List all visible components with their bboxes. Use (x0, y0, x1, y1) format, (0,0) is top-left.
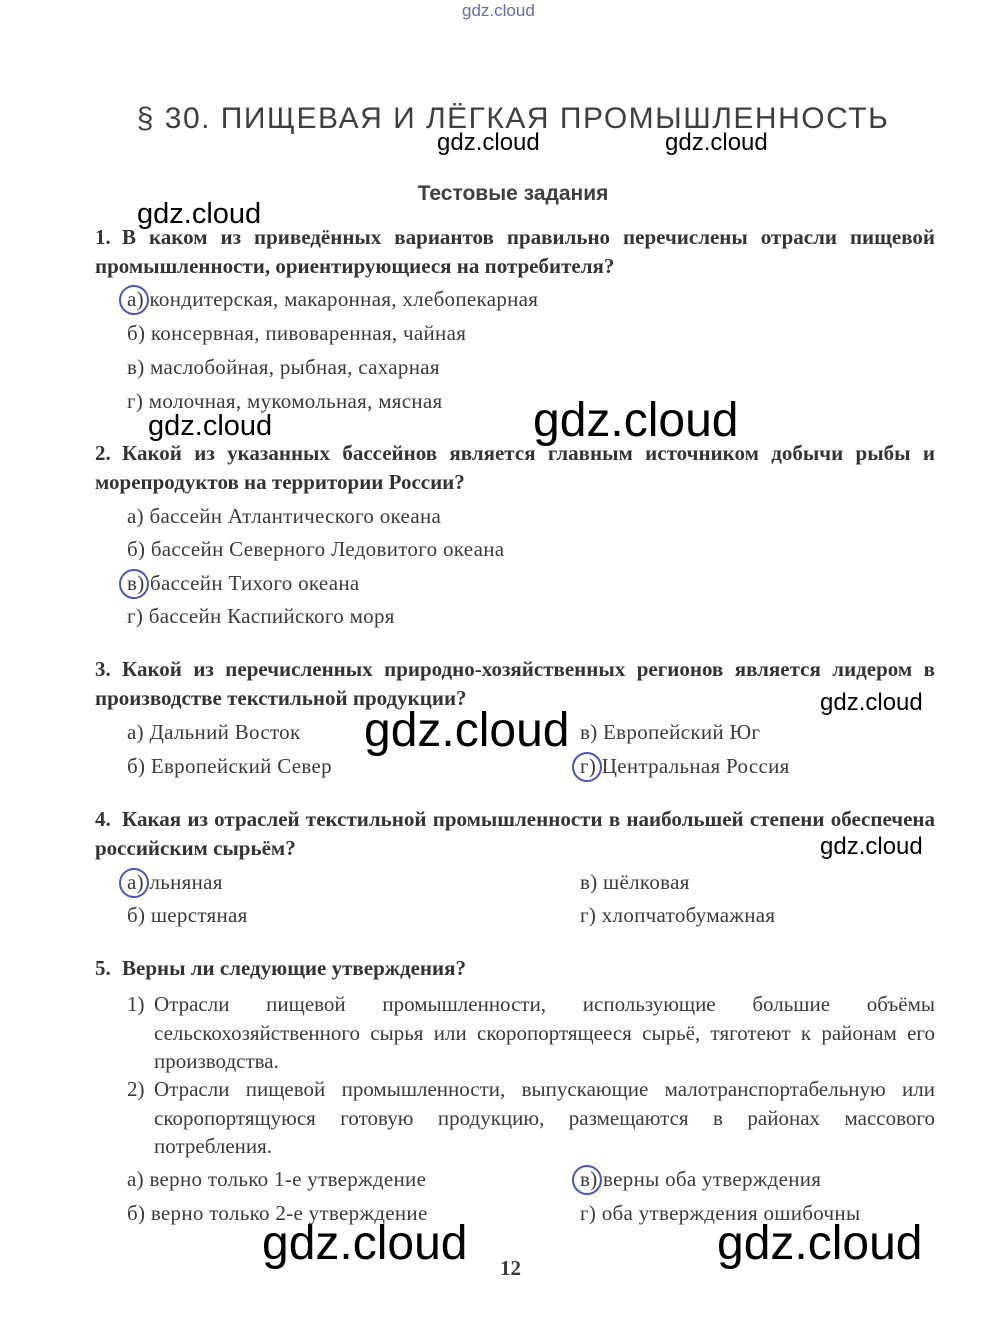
answer-option: а) кондитерская, макаронная, хлебопекарная (127, 287, 539, 311)
page-title: § 30. ПИЩЕВАЯ И ЛЁГКАЯ ПРОМЫШЛЕННОСТЬ (136, 102, 890, 135)
watermark: gdz.cloud (717, 1217, 923, 1270)
answer-option: в) бассейн Тихого океана (127, 571, 360, 595)
answer-option: а) бассейн Атлантического океана (127, 504, 442, 528)
statement-number: 2) (127, 1077, 145, 1101)
watermark: gdz.cloud (148, 410, 273, 442)
statement-number: 1) (127, 992, 145, 1016)
question-5 (95, 954, 935, 983)
answer-option: в) верны оба утверждения (580, 1167, 822, 1191)
answer-circle-mark (572, 1165, 602, 1195)
answer-option: г) молочная, мукомольная, мясная (127, 389, 443, 413)
statement-2 (127, 1075, 935, 1161)
answer-circle-mark (572, 752, 602, 782)
watermark: gdz.cloud (820, 833, 923, 860)
answer-option: г) хлопчатобумажная (580, 903, 776, 927)
answer-option: б) шерстяная (127, 903, 248, 927)
watermark: gdz.cloud (820, 689, 923, 716)
answer-option: г) бассейн Каспийского моря (127, 604, 395, 628)
question-4 (95, 805, 935, 863)
section-subtitle: Тестовые задания (417, 182, 609, 205)
question-text: Какая из отраслей текстильной промышленности в наибольшей степени обеспечена российским сырьём? (95, 807, 935, 860)
answer-option: б) верно только 2-е утверждение (127, 1201, 428, 1225)
watermark: gdz.cloud (665, 129, 768, 156)
question-number: 4. (95, 807, 111, 831)
watermark: gdz.cloud (533, 394, 739, 447)
statement-text: Отрасли пищевой промышленности, использующие большие объёмы сельскохозяйственного сырья или скоропортящееся сырьё, тяготеют к районам его производства. (154, 992, 935, 1073)
watermark-top: gdz.cloud (462, 1, 535, 20)
question-number: 3. (95, 657, 111, 681)
watermark: gdz.cloud (437, 129, 540, 156)
answer-option: в) маслобойная, рыбная, сахарная (127, 355, 440, 379)
question-text: В каком из приведённых вариантов правильно перечислены отрасли пищевой промышленности, ориентирующиеся на потребителя? (95, 225, 935, 278)
answer-option: в) шёлковая (580, 870, 690, 894)
statement-text: Отрасли пищевой промышленности, выпускающие малотранспортабельную или скоропортящуюся готовую продукцию, размещаются в районах массового потребления. (154, 1077, 935, 1158)
statement-1 (127, 990, 935, 1076)
answer-circle-mark (119, 285, 149, 315)
question-3 (95, 655, 935, 716)
answer-circle-mark (119, 569, 149, 599)
question-text: Какой из указанных бассейнов является главным источником добычи рыбы и морепродуктов на территории России? (95, 441, 935, 494)
question-text: Какой из перечисленных природно-хозяйственных регионов является лидером в производстве текстильной продукции? (95, 657, 935, 710)
question-number: 2. (95, 441, 111, 465)
watermark: gdz.cloud (364, 704, 570, 757)
page-number: 12 (500, 1256, 521, 1280)
answer-option: г) Центральная Россия (580, 754, 790, 778)
answer-option: б) бассейн Северного Ледовитого океана (127, 537, 505, 561)
answer-option: а) Дальний Восток (127, 720, 301, 744)
answer-circle-mark (119, 868, 149, 898)
question-1 (95, 223, 935, 281)
question-text: Верны ли следующие утверждения? (122, 956, 466, 980)
watermark: gdz.cloud (137, 198, 262, 230)
answer-option: а) льняная (127, 870, 223, 894)
answer-option: б) Европейский Север (127, 754, 332, 778)
answer-option: в) Европейский Юг (580, 720, 761, 744)
answer-option: а) верно только 1-е утверждение (127, 1167, 427, 1191)
question-number: 1. (95, 225, 111, 249)
watermark: gdz.cloud (262, 1217, 468, 1270)
answer-option: г) оба утверждения ошибочны (580, 1201, 861, 1225)
question-2 (95, 439, 935, 497)
answer-option: б) консервная, пивоваренная, чайная (127, 321, 467, 345)
question-number: 5. (95, 956, 111, 980)
